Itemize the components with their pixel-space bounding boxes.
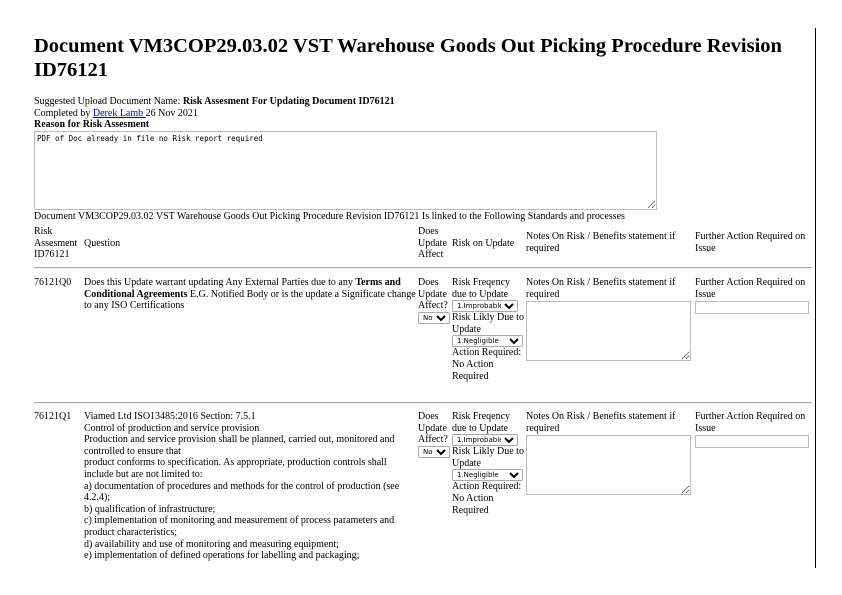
row-risk	[451, 411, 525, 562]
affect-select[interactable]	[418, 312, 450, 324]
reason-label: Reason for Risk Assesment	[34, 119, 150, 131]
action-label: Action Required:	[452, 347, 522, 359]
action-value: No Action Required	[452, 358, 494, 382]
completed-date: 26 Nov 2021	[145, 107, 198, 119]
header-question: Question	[84, 237, 121, 249]
linked-standards-text: Document VM3COP29.03.02 VST Warehouse Goods Out Picking Procedure Revision ID76121 Is linked to the Following Standards and processes	[34, 211, 625, 222]
divider	[34, 402, 812, 404]
affect-label: Does Update Affect?	[418, 277, 448, 312]
frequency-select[interactable]	[452, 434, 518, 446]
question-line: Production and service provision shall be planned, carried out, monitored and controlled to ensure that	[84, 434, 395, 457]
header-id: Risk Assesment ID76121	[34, 226, 78, 261]
question-bold: Terms and Conditional Agreements	[84, 277, 401, 300]
question-line: e) implementation of defined operations for labelling and packaging;	[84, 550, 360, 562]
notes-label: Notes On Risk / Benefits statement if required	[526, 277, 676, 300]
notes-label: Notes On Risk / Benefits statement if required	[526, 411, 676, 434]
header-further: Further Action Required on Issue	[695, 231, 806, 254]
further-action-input[interactable]	[695, 301, 809, 314]
question-line: c) implementation of monitoring and measurement of process parameters and product characteristics;	[84, 515, 395, 538]
row-further	[694, 411, 812, 562]
question-line: a) documentation of procedures and methods for the control of production (see 4.2.4);	[84, 480, 400, 504]
frequency-select[interactable]	[452, 300, 518, 312]
suggested-label: Suggested Upload Document Name:	[34, 96, 183, 107]
table-row	[33, 411, 812, 562]
row-notes	[525, 411, 694, 562]
reason-textarea[interactable]	[34, 131, 657, 210]
row-notes	[525, 277, 694, 382]
divider	[34, 267, 812, 269]
page-title: Document VM3COP29.03.02 VST Warehouse Goods Out Picking Procedure Revision ID76121	[34, 35, 782, 81]
question-line: b) qualification of infrastructure;	[84, 503, 216, 515]
row-question	[83, 411, 417, 562]
further-action-input[interactable]	[695, 435, 809, 448]
notes-textarea[interactable]	[526, 301, 691, 361]
page-edge-line	[815, 28, 816, 568]
question-line: d) availability and use of monitoring and measuring equipment;	[84, 538, 339, 550]
row-risk	[451, 277, 525, 382]
completed-by-link[interactable]: Derek Lamb	[92, 107, 146, 119]
question-line: product conforms to specification. As appropriate, production controls shall include but are not limited to:	[84, 457, 387, 480]
further-label: Further Action Required on Issue	[695, 411, 806, 434]
action-value: No Action Required	[452, 492, 494, 516]
header-risk: Risk on Update	[452, 237, 515, 249]
row-id: 76121Q1	[34, 411, 72, 422]
row-affect	[417, 277, 451, 382]
further-label: Further Action Required on Issue	[695, 277, 806, 300]
affect-select[interactable]	[418, 446, 450, 458]
row-id: 76121Q0	[34, 277, 72, 288]
affect-label: Does Update Affect?	[418, 411, 448, 446]
question-text: Does this Update warrant updating Any External Parties due to any	[84, 277, 356, 288]
header-row	[33, 226, 812, 261]
row-affect	[417, 411, 451, 562]
likely-select[interactable]	[452, 469, 523, 481]
suggested-name: Risk Assesment For Updating Document ID76121	[182, 96, 395, 107]
notes-textarea[interactable]	[526, 435, 691, 495]
frequency-label: Risk Freqency due to Update	[452, 411, 511, 434]
row-further	[694, 277, 812, 382]
table-row	[33, 277, 812, 382]
document-meta	[34, 96, 814, 131]
frequency-label: Risk Freqency due to Update	[452, 277, 511, 300]
completed-label: Completed by	[34, 107, 93, 119]
likely-label: Risk Likly Due to Update	[452, 312, 524, 335]
action-label: Action Required:	[452, 481, 522, 493]
header-affect: Does Update Affect	[418, 226, 447, 261]
question-text-end: E.G. Notified Body or is the update a Significate change to any ISO Certifications	[84, 288, 416, 312]
likely-select[interactable]	[452, 335, 523, 347]
question-line: Control of production and service provision	[84, 422, 260, 434]
row-question	[83, 277, 417, 382]
likely-label: Risk Likly Due to Update	[452, 446, 524, 469]
header-notes: Notes On Risk / Benefits statement if required	[526, 231, 676, 254]
question-line: Viamed Ltd ISO13485:2016 Section: 7.5.1	[84, 411, 256, 422]
